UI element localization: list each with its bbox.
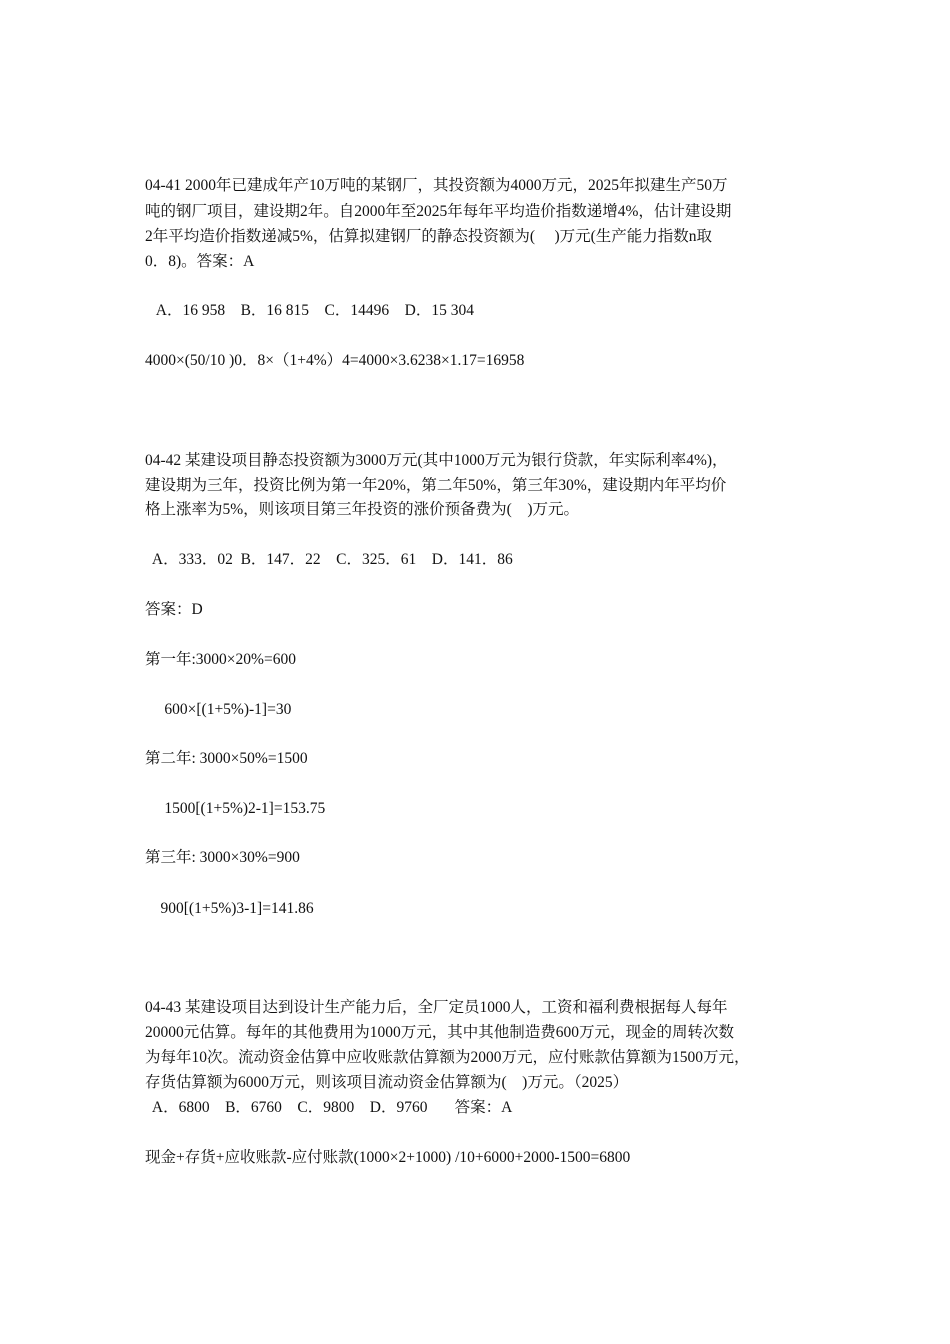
q1-text-line-1: 04-41 2000年已建成年产10万吨的某钢厂，其投资额为4000万元，2025年拟建生产50万 bbox=[145, 177, 728, 194]
q2-step-year1-calc: 600×[(1+5%)-1]=30 bbox=[145, 701, 292, 718]
q2-text-line-1: 04-42 某建设项目静态投资额为3000万元(其中1000万元为银行贷款，年实际利率4%)， bbox=[145, 452, 728, 469]
q1-text-line-3: 2年平均造价指数递减5%，估算拟建钢厂的静态投资额为( )万元(生产能力指数n取 bbox=[145, 228, 713, 245]
q2-step-year2: 第二年: 3000×50%=1500 bbox=[145, 750, 308, 767]
q3-options-answer: A．6800 B．6760 C．9800 D．9760 答案：A bbox=[145, 1099, 513, 1116]
q3-text-line-3: 为每年10次。流动资金估算中应收账款估算额为2000万元，应付账款估算额为1500万元， bbox=[145, 1049, 750, 1066]
q1-calculation: 4000×(50/10 )0．8×（1+4%）4=4000×3.6238×1.17=16958 bbox=[145, 352, 525, 369]
q1-options: A．16 958 B．16 815 C．14496 D．15 304 bbox=[145, 302, 474, 319]
q2-options: A．333．02 B．147．22 C．325．61 D．141．86 bbox=[145, 551, 513, 568]
q1-text-line-4: 0．8)。答案：A bbox=[145, 253, 255, 270]
q2-text-line-3: 格上涨率为5%，则该项目第三年投资的涨价预备费为( )万元。 bbox=[145, 501, 579, 518]
q3-text-line-4: 存货估算额为6000万元，则该项目流动资金估算额为( )万元。（2025） bbox=[145, 1074, 629, 1091]
q3-text-line-2: 20000元估算。每年的其他费用为1000万元，其中其他制造费600万元，现金的周转次数 bbox=[145, 1024, 735, 1041]
q2-text-line-2: 建设期为三年，投资比例为第一年20%，第二年50%，第三年30%，建设期内年平均价 bbox=[145, 477, 727, 494]
q3-calculation: 现金+存货+应收账款-应付账款(1000×2+1000) /10+6000+2000-1500=6800 bbox=[145, 1149, 631, 1166]
q2-step-year3-calc: 900[(1+5%)3-1]=141.86 bbox=[145, 900, 314, 917]
q2-answer: 答案：D bbox=[145, 601, 203, 618]
q3-text-line-1: 04-43 某建设项目达到设计生产能力后，全厂定员1000人，工资和福利费根据每人每年 bbox=[145, 999, 728, 1016]
q2-step-year3: 第三年: 3000×30%=900 bbox=[145, 849, 300, 866]
q2-step-year2-calc: 1500[(1+5%)2-1]=153.75 bbox=[145, 800, 326, 817]
q1-text-line-2: 吨的钢厂项目，建设期2年。自2000年至2025年每年平均造价指数递增4%，估计建设期 bbox=[145, 203, 732, 220]
q2-step-year1: 第一年:3000×20%=600 bbox=[145, 651, 296, 668]
